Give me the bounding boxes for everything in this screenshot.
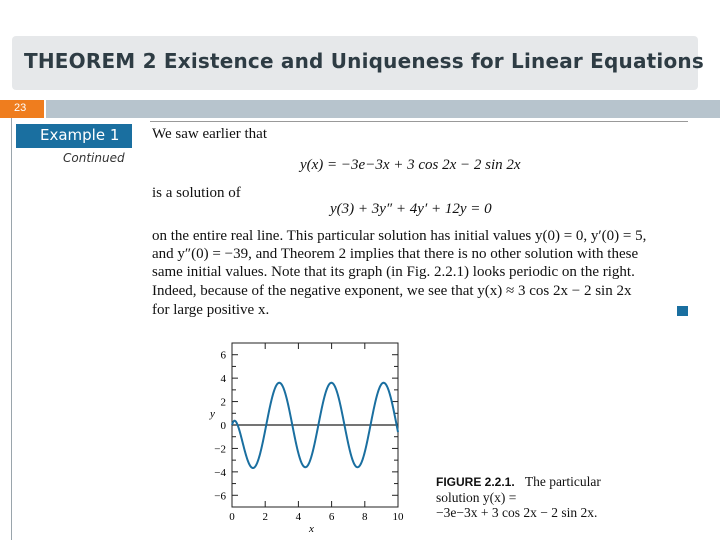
y-axis-label: y bbox=[210, 407, 215, 420]
x-axis-label: x bbox=[309, 523, 314, 535]
example-label: Example 1 bbox=[40, 126, 120, 144]
page-title: THEOREM 2 Existence and Uniqueness for Linear Equations bbox=[24, 49, 704, 73]
x-tick-label: 6 bbox=[328, 511, 335, 523]
x-tick-label: 2 bbox=[262, 511, 268, 523]
x-tick-label: 0 bbox=[229, 511, 235, 523]
figure-caption bbox=[436, 474, 601, 490]
x-tick-label: 4 bbox=[295, 511, 302, 523]
left-divider bbox=[11, 118, 12, 540]
y-tick-label: 0 bbox=[220, 420, 226, 432]
figure-caption-label: FIGURE 2.2.1. bbox=[436, 475, 515, 489]
paragraph-line: Indeed, because of the negative exponent, we see that y(x) ≈ 3 cos 2x − 2 sin 2x bbox=[152, 283, 632, 299]
intro-text: We saw earlier that bbox=[152, 126, 267, 142]
figure-caption-line: solution y(x) = bbox=[436, 490, 517, 505]
differential-equation: y(3) + 3y″ + 4y′ + 12y = 0 bbox=[330, 201, 492, 217]
paragraph-line: on the entire real line. This particular solution has initial values y(0) = 0, y′(0) = 5, bbox=[152, 228, 647, 244]
x-tick-label: 10 bbox=[392, 511, 404, 523]
solution-of-text: is a solution of bbox=[152, 185, 241, 201]
solution-equation: y(x) = −3e−3x + 3 cos 2x − 2 sin 2x bbox=[300, 157, 521, 173]
y-tick-label: −4 bbox=[214, 466, 226, 479]
y-tick-label: 6 bbox=[220, 349, 226, 362]
x-tick-label: 8 bbox=[362, 511, 368, 523]
plot-tick-labels bbox=[214, 350, 404, 523]
figure-caption-line: −3e−3x + 3 cos 2x − 2 sin 2x. bbox=[436, 505, 598, 520]
paragraph-line: and y″(0) = −39, and Theorem 2 implies that there is no other solution with these bbox=[152, 246, 639, 262]
y-tick-label: −6 bbox=[214, 490, 226, 503]
y-tick-label: −2 bbox=[214, 443, 226, 456]
y-tick-label: 2 bbox=[220, 396, 226, 409]
paragraph-line: for large positive x. bbox=[152, 302, 270, 318]
figure-caption-text: The particular bbox=[524, 474, 601, 489]
example-continued: Continued bbox=[63, 151, 125, 165]
y-tick-label: 4 bbox=[220, 373, 226, 386]
solution-plot bbox=[196, 335, 416, 535]
plot-axes bbox=[232, 343, 398, 507]
paragraph-line: same initial values. Note that its graph (in Fig. 2.2.1) looks periodic on the right. bbox=[152, 264, 635, 280]
slide-number: 23 bbox=[14, 102, 27, 114]
text-top-rule bbox=[150, 121, 688, 122]
header-bar bbox=[46, 100, 720, 118]
end-of-proof-mark bbox=[677, 306, 688, 316]
